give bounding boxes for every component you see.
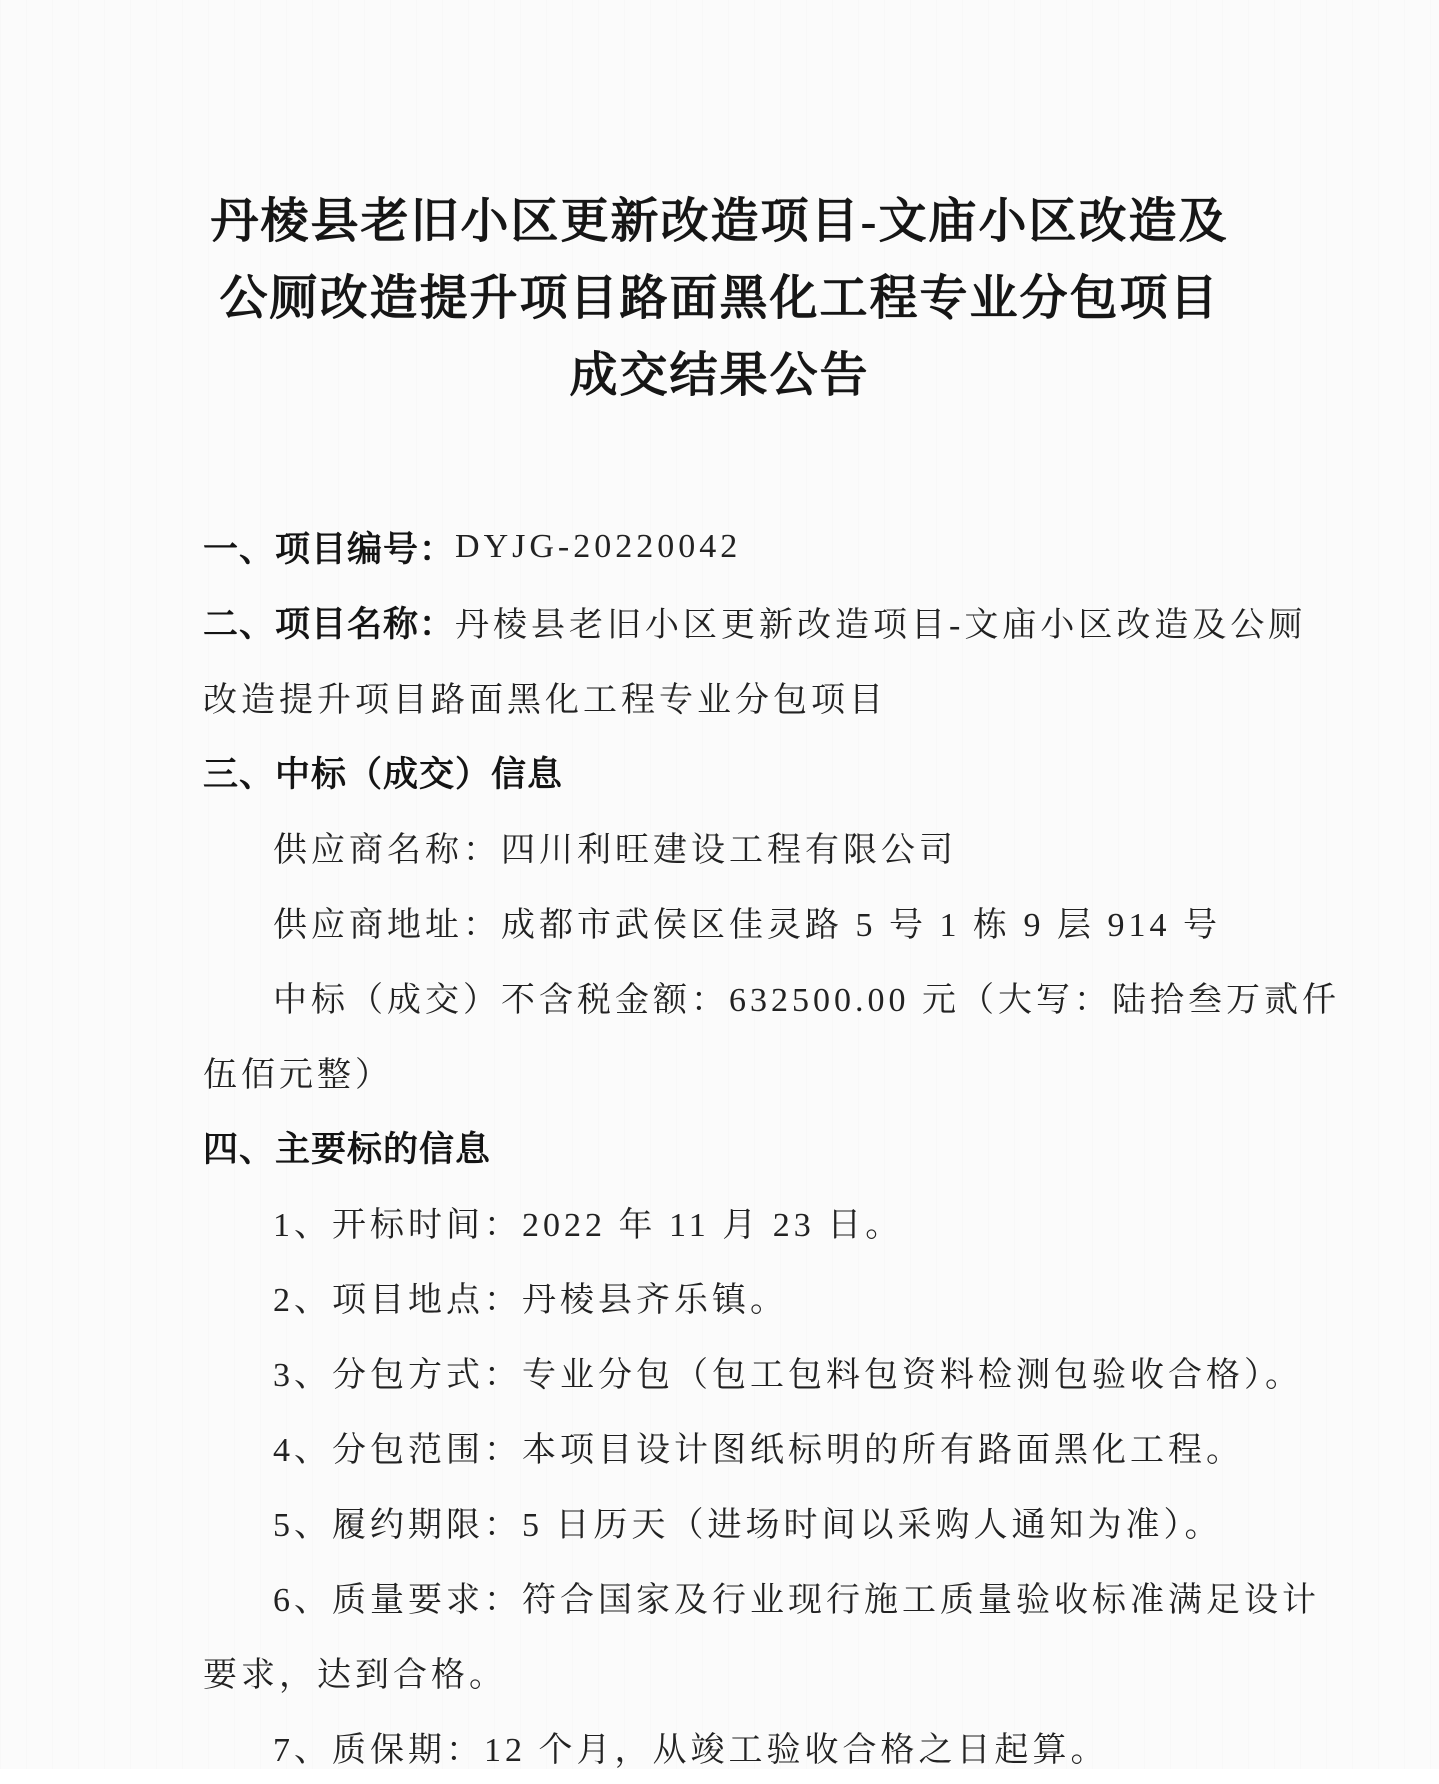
document-line xyxy=(203,1634,1289,1709)
document-line xyxy=(203,1409,1289,1484)
document-title-line: 丹棱县老旧小区更新改造项目-文庙小区改造及 xyxy=(210,195,1229,248)
line-body-text: 6、质量要求：符合国家及行业现行施工质量验收标准满足设计 xyxy=(273,1582,1320,1619)
line-body-text: 中标（成交）不含税金额：632500.00 元（大写：陆拾叁万贰仟 xyxy=(273,982,1340,1019)
document-body xyxy=(203,509,1340,1784)
line-body-text: 7、质保期：12 个月，从竣工验收合格之日起算。 xyxy=(273,1732,1109,1769)
line-heading-text: 四、主要标的信息 xyxy=(203,1129,492,1169)
line-heading-text: 二、项目名称： xyxy=(203,604,456,644)
document-line xyxy=(203,1109,1289,1184)
line-body-text: 2、项目地点：丹棱县齐乐镇。 xyxy=(273,1282,788,1319)
document-line xyxy=(203,1559,1320,1634)
document-line xyxy=(203,659,1289,734)
document-title-line: 成交结果公告 xyxy=(569,349,870,402)
document-line xyxy=(203,734,1289,809)
line-body-text: 伍佰元整） xyxy=(203,1057,393,1094)
document-line xyxy=(203,1034,1289,1109)
document-line xyxy=(203,809,1289,884)
document-title xyxy=(0,183,1439,414)
line-body-text: 5、履约期限：5 日历天（进场时间以采购人通知为准）。 xyxy=(273,1507,1223,1544)
document-title-line: 公厕改造提升项目路面黑化工程专业分包项目 xyxy=(219,272,1220,325)
document-line xyxy=(203,959,1340,1034)
line-body-text: 供应商地址：成都市武侯区佳灵路 5 号 1 栋 9 层 914 号 xyxy=(273,907,1221,944)
document-line xyxy=(203,1709,1289,1784)
line-body-text: 供应商名称：四川利旺建设工程有限公司 xyxy=(273,832,957,869)
line-body-text: 丹棱县老旧小区更新改造项目-文庙小区改造及公厕 xyxy=(455,607,1307,644)
line-body-text: 1、开标时间：2022 年 11 月 23 日。 xyxy=(273,1207,904,1244)
document-line xyxy=(203,1484,1289,1559)
document-line xyxy=(203,584,1307,659)
line-body-text: 3、分包方式：专业分包（包工包料包资料检测包验收合格）。 xyxy=(273,1357,1303,1394)
document-line xyxy=(203,1334,1303,1409)
line-body-text: DYJG-20220042 xyxy=(455,527,742,565)
document-line xyxy=(203,884,1289,959)
line-heading-text: 三、中标（成交）信息 xyxy=(203,754,564,794)
line-body-text: 改造提升项目路面黑化工程专业分包项目 xyxy=(203,682,887,719)
document-line xyxy=(203,509,1289,584)
line-heading-text: 一、项目编号： xyxy=(203,529,456,569)
line-body-text: 要求，达到合格。 xyxy=(203,1657,507,1694)
document-line xyxy=(203,1184,1289,1259)
document-line xyxy=(203,1259,1289,1334)
line-body-text: 4、分包范围：本项目设计图纸标明的所有路面黑化工程。 xyxy=(273,1432,1244,1469)
